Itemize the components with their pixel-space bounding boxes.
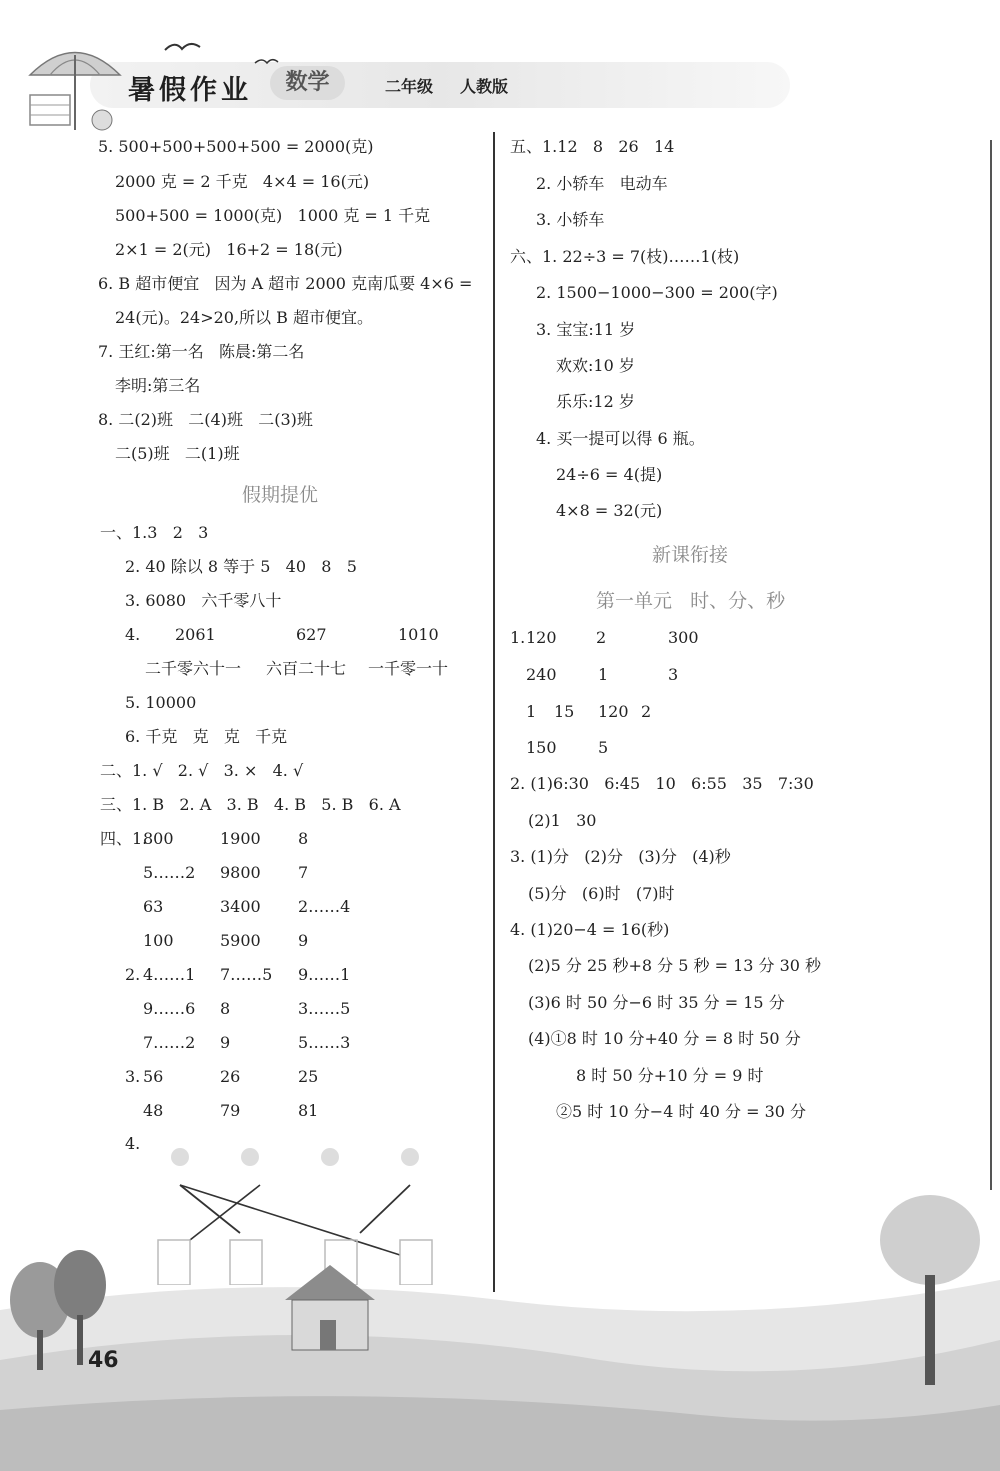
answer-cell: 63 [143,897,164,916]
answer-cell: 81 [298,1101,319,1120]
answer-cell: 4……1 [143,965,196,984]
answer-line: 3. 宝宝:11 岁 [536,320,636,339]
answer-cell: 7 [298,863,309,882]
answer-line: 500+500 = 1000(克) 1000 克 = 1 千克 [115,206,431,225]
answer-line: 三、1. B 2. A 3. B 4. B 5. B 6. A [100,795,401,814]
answer-line: 8 时 50 分+10 分 = 9 时 [576,1066,764,1085]
footer-landscape [0,1190,1000,1471]
header-title: 暑假作业 [128,75,252,106]
answer-cell: 9 [220,1033,231,1052]
answer-cell: 1900 [220,829,261,848]
answer-label: 4. [125,1134,141,1153]
answer-cell: 1 [526,702,537,721]
answer-line: (5)分 (6)时 (7)时 [528,884,675,903]
answer-cell: 120 [526,628,557,647]
answer-cell: 5900 [220,931,261,950]
answer-cell: 25 [298,1067,319,1086]
answer-cell: 627 [296,625,327,644]
answer-line: 3. (1)分 (2)分 (3)分 (4)秒 [510,847,731,866]
answer-cell: 2 [596,628,607,647]
answer-line: 李明:第三名 [115,376,201,395]
subject-badge: 数学 [270,66,345,100]
answer-cell: 1 [598,665,609,684]
answer-line: 六、1. 22÷3 = 7(枝)……1(枝) [510,247,740,266]
answer-line: 24÷6 = 4(提) [556,465,663,484]
answer-cell: 2061 [175,625,216,644]
column-divider [493,132,495,1292]
answer-line: (3)6 时 50 分−6 时 35 分 = 15 分 [528,993,785,1012]
answer-line: (2)5 分 25 秒+8 分 5 秒 = 13 分 30 秒 [528,956,822,975]
edition-label: 人教版 [460,77,509,96]
answer-cell: 5……3 [298,1033,351,1052]
answer-label: 4. [125,625,141,644]
answer-cell: 48 [143,1101,164,1120]
answer-label: 2. [125,965,141,984]
page-edge-line [990,140,992,1190]
answer-cell: 5 [598,738,609,757]
answer-line: 2×1 = 2(元) 16+2 = 18(元) [115,240,343,259]
answer-line: 2000 克 = 2 千克 4×4 = 16(元) [115,172,370,191]
answer-cell: 100 [143,931,174,950]
answer-cell: 二千零六十一 [145,659,242,678]
page-number: 46 [88,1348,119,1373]
answer-line: 6. B 超市便宜 因为 A 超市 2000 克南瓜要 4×6 = [98,274,473,293]
answer-cell: 26 [220,1067,241,1086]
answer-line: 二、1. √ 2. √ 3. × 4. √ [100,761,304,780]
answer-cell: 150 [526,738,557,757]
answer-cell: 8 [298,829,309,848]
answer-cell: 800 [143,829,174,848]
answer-cell: 3 [668,665,679,684]
answer-line: 4. (1)20−4 = 16(秒) [510,920,670,939]
answer-line: 乐乐:12 岁 [556,392,635,411]
answer-cell: 7……5 [220,965,273,984]
answer-cell: 120 [598,702,629,721]
answer-cell: 3……5 [298,999,351,1018]
section-heading-holiday: 假期提优 [242,484,319,506]
answer-line: 一、1.3 2 3 [100,523,209,542]
answer-cell: 56 [143,1067,164,1086]
unit-title: 第一单元 时、分、秒 [596,590,786,612]
answer-cell: 六百二十七 [266,659,347,678]
answer-cell: 300 [668,628,699,647]
answer-cell: 9 [298,931,309,950]
answer-line: 8. 二(2)班 二(4)班 二(3)班 [98,410,313,429]
answer-line: 5. 10000 [125,693,197,712]
answer-cell: 9……6 [143,999,196,1018]
answer-line: (4)①8 时 10 分+40 分 = 8 时 50 分 [528,1029,801,1048]
beach-umbrella-icon [20,35,130,135]
match-dot-top [171,1148,419,1166]
answer-line: ②5 时 10 分−4 时 40 分 = 30 分 [556,1102,807,1121]
answer-cell: 2……4 [298,897,351,916]
page-header [0,0,1000,135]
answer-label: 1. [510,628,526,647]
answer-cell: 7……2 [143,1033,196,1052]
answer-line: 2. 1500−1000−300 = 200(字) [536,283,778,302]
grade-label: 二年级 [385,77,434,96]
answer-line: 4×8 = 32(元) [556,501,663,520]
answer-line: 欢欢:10 岁 [556,356,635,375]
answer-line: 24(元)。24>20,所以 B 超市便宜。 [115,308,373,327]
answer-cell: 8 [220,999,231,1018]
answer-line: 4. 买一提可以得 6 瓶。 [536,429,705,448]
answer-label: 四、1. [100,829,148,848]
answer-line: 2. 小轿车 电动车 [536,174,668,193]
answer-cell: 9800 [220,863,261,882]
answer-cell: 1010 [398,625,439,644]
answer-line: 7. 王红:第一名 陈晨:第二名 [98,342,305,361]
answer-line: 6. 千克 克 克 千克 [125,727,288,746]
house-icon [285,1265,375,1350]
answer-cell: 3400 [220,897,261,916]
answer-line: 5. 500+500+500+500 = 2000(克) [98,137,374,156]
answer-line: 3. 小轿车 [536,210,605,229]
answer-cell: 9……1 [298,965,351,984]
answer-cell: 240 [526,665,557,684]
answer-cell: 15 [554,702,575,721]
answer-cell: 2 [641,702,652,721]
answer-line: 2. 40 除以 8 等于 5 40 8 5 [125,557,357,576]
answer-cell: 一千零一十 [368,659,449,678]
section-heading-new: 新课衔接 [652,544,729,566]
answer-line: 五、1.12 8 26 14 [510,137,675,156]
answer-line: 2. (1)6:30 6:45 10 6:55 35 7:30 [510,774,814,793]
answer-cell: 5……2 [143,863,196,882]
answer-line: 3. 6080 六千零八十 [125,591,282,610]
answer-line: 二(5)班 二(1)班 [115,444,240,463]
answer-label: 3. [125,1067,141,1086]
answer-line: (2)1 30 [528,811,597,830]
answer-cell: 79 [220,1101,241,1120]
